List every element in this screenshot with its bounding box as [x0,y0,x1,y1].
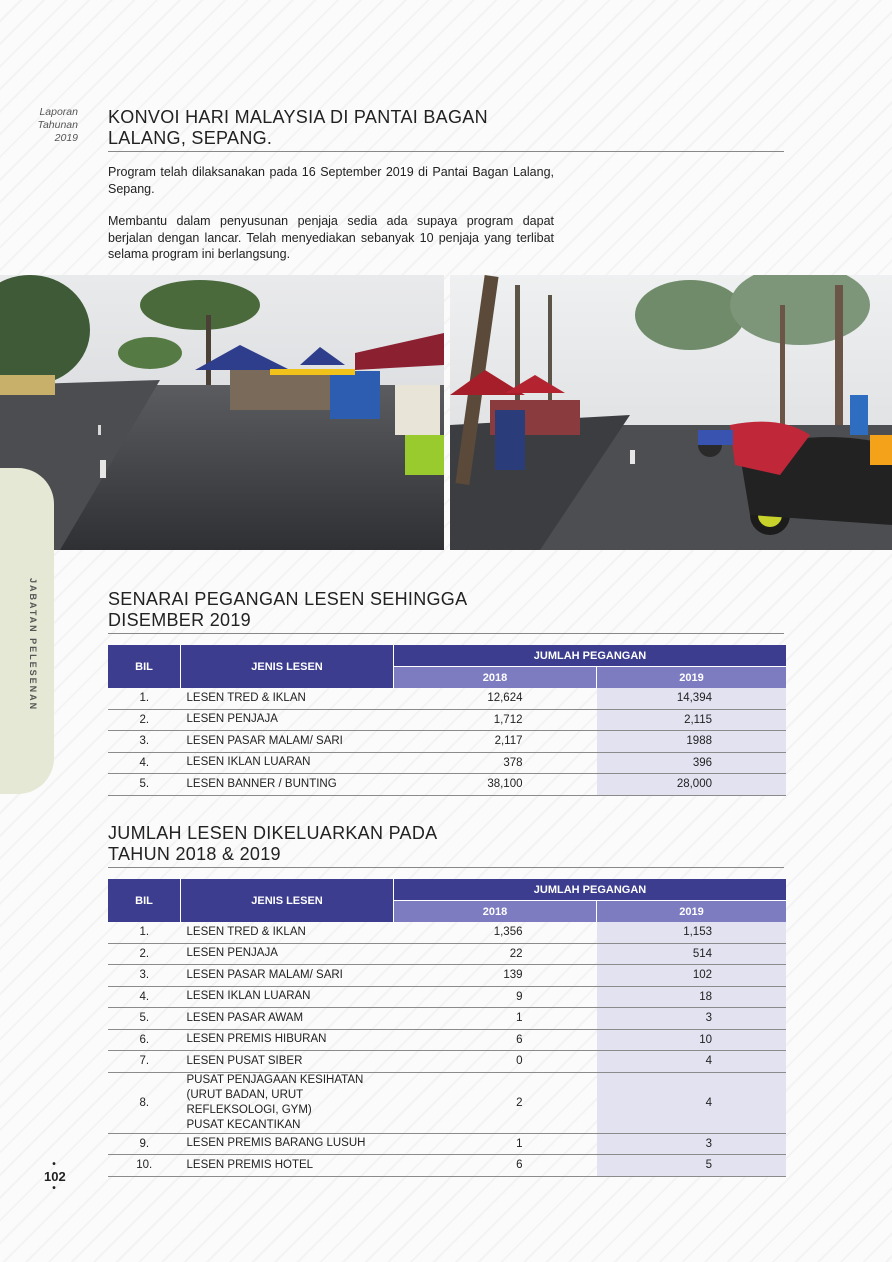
cell-bil: 3. [108,731,181,753]
cell-2019: 1988 [597,731,787,753]
section-title [108,107,784,152]
table1-title-line: SENARAI PEGANGAN LESEN SEHINGGA [108,589,468,609]
table-row [108,752,786,774]
cell-bil: 1. [108,688,181,709]
cell-bil: 2. [108,709,181,731]
col-header-jenis: JENIS LESEN [181,879,394,922]
cell-2019: 4 [597,1072,787,1133]
cell-2019: 4 [597,1051,787,1073]
cell-jenis: LESEN PREMIS HIBURAN [181,1029,394,1051]
cell-2018: 6 [394,1155,597,1177]
table-row [108,965,786,987]
cell-bil: 1. [108,922,181,943]
table2-title [108,823,784,868]
report-tag-line: 2019 [54,132,78,144]
cell-jenis: LESEN PENJAJA [181,943,394,965]
table-row [108,1029,786,1051]
report-tag [20,106,78,145]
cell-2018: 1,356 [394,922,597,943]
report-tag-line: Laporan [39,106,78,118]
cell-2018: 0 [394,1051,597,1073]
col-header-2019: 2019 [597,901,787,923]
cell-jenis: LESEN BANNER / BUNTING [181,774,394,796]
cell-jenis: LESEN PASAR MALAM/ SARI [181,965,394,987]
cell-bil: 4. [108,752,181,774]
cell-2018: 38,100 [394,774,597,796]
section-title-line: KONVOI HARI MALAYSIA DI PANTAI BAGAN [108,107,488,127]
paragraph: Membantu dalam penyusunan penjaja sedia ada supaya program dapat berjalan dengan lancar. Telah menyediakan sebanyak 10 penjaja yang terlibat selama program ini berlangsung. [108,214,554,261]
cell-2018: 378 [394,752,597,774]
table2-title-line: JUMLAH LESEN DIKELUARKAN PADA [108,823,438,843]
col-header-group: JUMLAH PEGANGAN [394,879,787,901]
cell-2018: 1 [394,1008,597,1030]
table-row [108,1072,786,1133]
cell-jenis: LESEN PASAR AWAM [181,1008,394,1030]
cell-2019: 514 [597,943,787,965]
cell-bil: 4. [108,986,181,1008]
table1-title [108,589,784,634]
cell-jenis: LESEN IKLAN LUARAN [181,986,394,1008]
table-row [108,1133,786,1155]
table-row [108,709,786,731]
cell-jenis: LESEN IKLAN LUARAN [181,752,394,774]
cell-2018: 9 [394,986,597,1008]
table-row [108,1155,786,1177]
table1-title-line: DISEMBER 2019 [108,610,251,630]
cell-jenis: LESEN PUSAT SIBER [181,1051,394,1073]
table2-title-line: TAHUN 2018 & 2019 [108,844,281,864]
cell-2018: 1,712 [394,709,597,731]
cell-2018: 1 [394,1133,597,1155]
cell-bil: 5. [108,774,181,796]
col-header-bil: BIL [108,879,181,922]
cell-2019: 102 [597,965,787,987]
side-label: JABATAN PELESENAN [28,578,38,712]
table-row [108,922,786,943]
cell-bil: 3. [108,965,181,987]
table-row [108,1008,786,1030]
cell-bil: 9. [108,1133,181,1155]
cell-bil: 8. [108,1072,181,1133]
col-header-bil: BIL [108,645,181,688]
cell-2018: 12,624 [394,688,597,709]
cell-jenis: LESEN TRED & IKLAN [181,922,394,943]
table1-body [108,688,786,795]
paragraph: Program telah dilaksanakan pada 16 September 2019 di Pantai Bagan Lalang, Sepang. [108,165,554,196]
page-number-value: 102 [44,1169,66,1184]
section-title-line: LALANG, SEPANG. [108,128,273,148]
event-photo-left [0,275,444,550]
cell-jenis: LESEN PREMIS BARANG LUSUH [181,1133,394,1155]
event-photo-right [450,275,892,550]
cell-jenis: LESEN PENJAJA [181,709,394,731]
col-header-2018: 2018 [394,667,597,689]
table-row [108,943,786,965]
cell-2019: 14,394 [597,688,787,709]
table-row [108,688,786,709]
cell-2018: 22 [394,943,597,965]
page-number [44,1160,64,1194]
cell-2019: 5 [597,1155,787,1177]
cell-2018: 6 [394,1029,597,1051]
cell-2019: 2,115 [597,709,787,731]
table-row [108,731,786,753]
col-header-2018: 2018 [394,901,597,923]
cell-2019: 1,153 [597,922,787,943]
col-header-jenis: JENIS LESEN [181,645,394,688]
cell-jenis: LESEN TRED & IKLAN [181,688,394,709]
dot-icon: • [52,1159,56,1170]
col-header-group: JUMLAH PEGANGAN [394,645,787,667]
cell-bil: 6. [108,1029,181,1051]
dot-icon: • [52,1183,56,1194]
cell-bil: 10. [108,1155,181,1177]
table2-body [108,922,786,1176]
table-row [108,774,786,796]
license-holdings-table [108,645,786,796]
cell-2019: 3 [597,1133,787,1155]
cell-2019: 396 [597,752,787,774]
cell-2019: 3 [597,1008,787,1030]
cell-bil: 2. [108,943,181,965]
cell-jenis: LESEN PREMIS HOTEL [181,1155,394,1177]
cell-jenis: PUSAT PENJAGAAN KESIHATAN (URUT BADAN, URUT REFLEKSOLOGI, GYM) PUSAT KECANTIKAN [181,1072,394,1133]
table-row [108,986,786,1008]
cell-2018: 139 [394,965,597,987]
cell-2018: 2,117 [394,731,597,753]
cell-2019: 18 [597,986,787,1008]
col-header-2019: 2019 [597,667,787,689]
table-row [108,1051,786,1073]
cell-2019: 28,000 [597,774,787,796]
cell-2018: 2 [394,1072,597,1133]
licenses-issued-table [108,879,786,1177]
cell-bil: 7. [108,1051,181,1073]
cell-2019: 10 [597,1029,787,1051]
cell-jenis: LESEN PASAR MALAM/ SARI [181,731,394,753]
report-tag-line: Tahunan [37,119,78,131]
cell-bil: 5. [108,1008,181,1030]
